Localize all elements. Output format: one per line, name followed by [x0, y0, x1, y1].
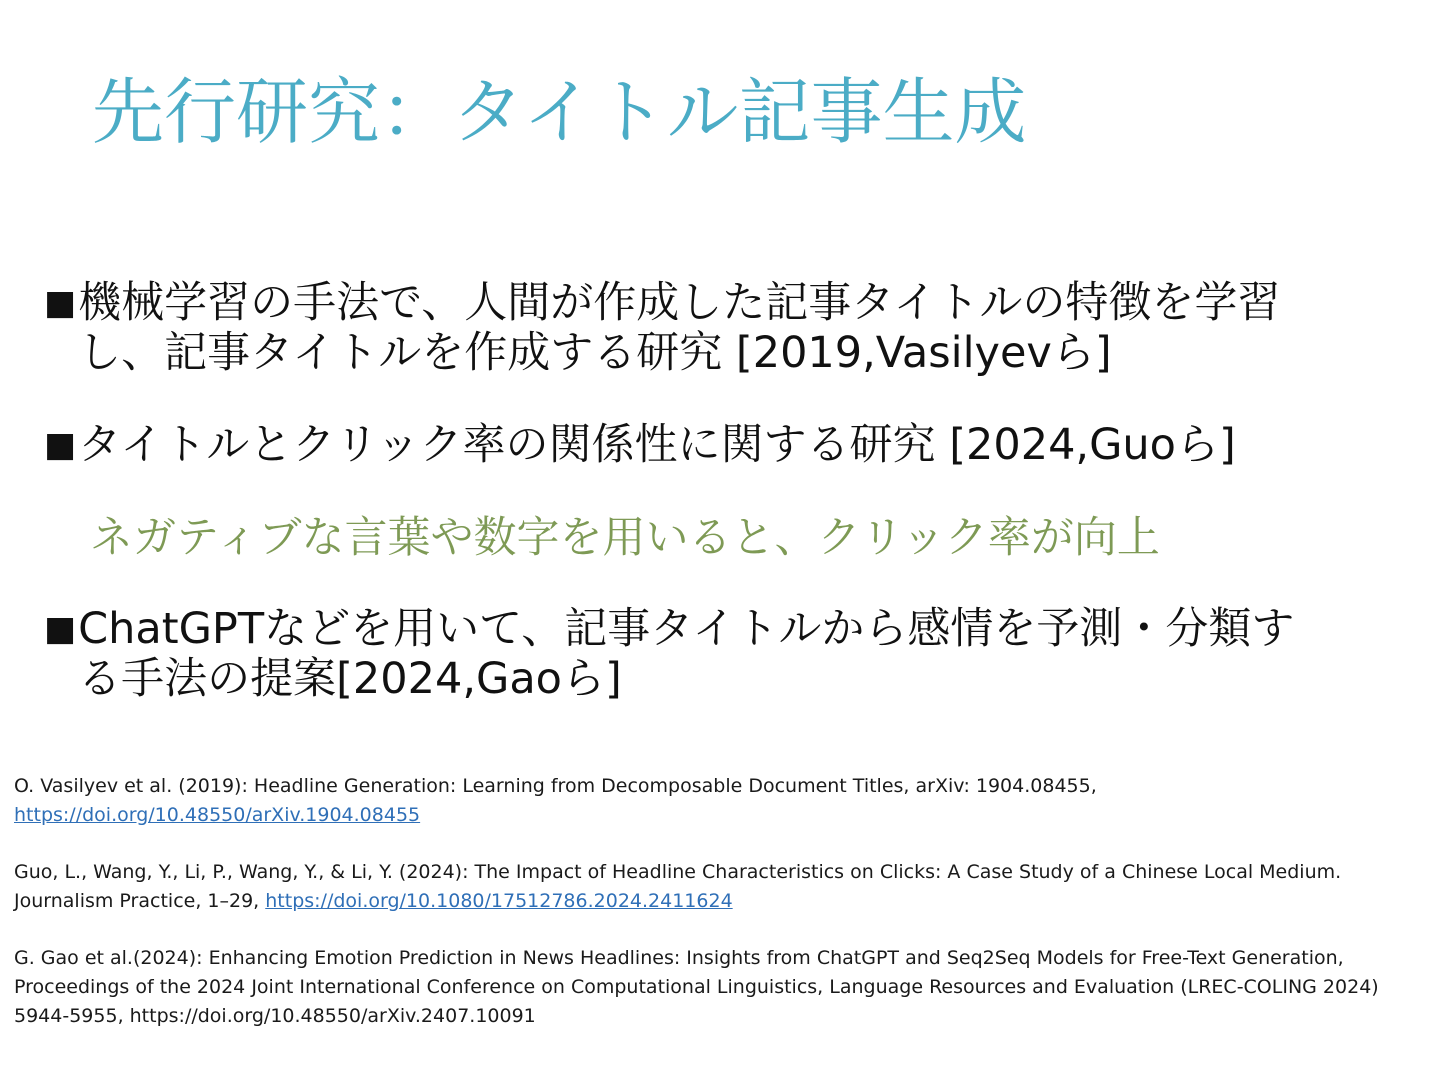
bullet-item-2 [44, 420, 1384, 470]
reference-text: Guo, L., Wang, Y., Li, P., Wang, Y., & Li, Y. (2024): The Impact of Headline Characteristics on Clicks: A Case Study of a Chinese Local Medium. [14, 861, 1342, 883]
references [14, 772, 1414, 1059]
bullet-text [78, 278, 1384, 378]
slide-title: 先行研究：タイトル記事生成 [92, 70, 1027, 154]
square-bullet-icon: ■ [44, 425, 77, 465]
reference-2 [14, 858, 1414, 916]
reference-text: 5944-5955, https://doi.org/10.48550/arXiv.2407.10091 [14, 1005, 536, 1027]
bullet-line: ChatGPTなどを用いて、記事タイトルから感情を予測・分類す [78, 604, 1295, 654]
bullet-line: 機械学習の手法で、人間が作成した記事タイトルの特徴を学習 [78, 278, 1281, 328]
reference-text: Journalism Practice, 1–29, [14, 890, 266, 912]
square-bullet-icon: ■ [44, 609, 77, 649]
bullet-line: し、記事タイトルを作成する研究 [2019,Vasilyevら] [78, 328, 1112, 378]
bullet-line: る手法の提案[2024,Gaoら] [78, 654, 622, 704]
reference-text: O. Vasilyev et al. (2019): Headline Generation: Learning from Decomposable Document Titles, arXiv: 1904.08455, [14, 775, 1097, 797]
reference-3 [14, 944, 1414, 1031]
reference-text: G. Gao et al.(2024): Enhancing Emotion Prediction in News Headlines: Insights from ChatGPT and Seq2Seq Models for Free-Text Generation, [14, 947, 1344, 969]
bullet-item-3 [44, 604, 1384, 704]
reference-1 [14, 772, 1414, 830]
bullet-text: タイトルとクリック率の関係性に関する研究 [2024,Guoら] [78, 420, 1236, 470]
bullet-item-1 [44, 278, 1384, 378]
reference-text: Proceedings of the 2024 Joint International Conference on Computational Linguistics, Language Resources and Evaluation (LREC-COLING 2024) [14, 976, 1379, 998]
reference-link[interactable]: https://doi.org/10.48550/arXiv.1904.08455 [14, 804, 421, 826]
bullet-text [78, 604, 1384, 704]
square-bullet-icon: ■ [44, 283, 77, 323]
sub-point: ネガティブな言葉や数字を用いると、クリック率が向上 [90, 513, 1160, 563]
reference-link[interactable]: https://doi.org/10.1080/17512786.2024.2411624 [265, 890, 733, 912]
